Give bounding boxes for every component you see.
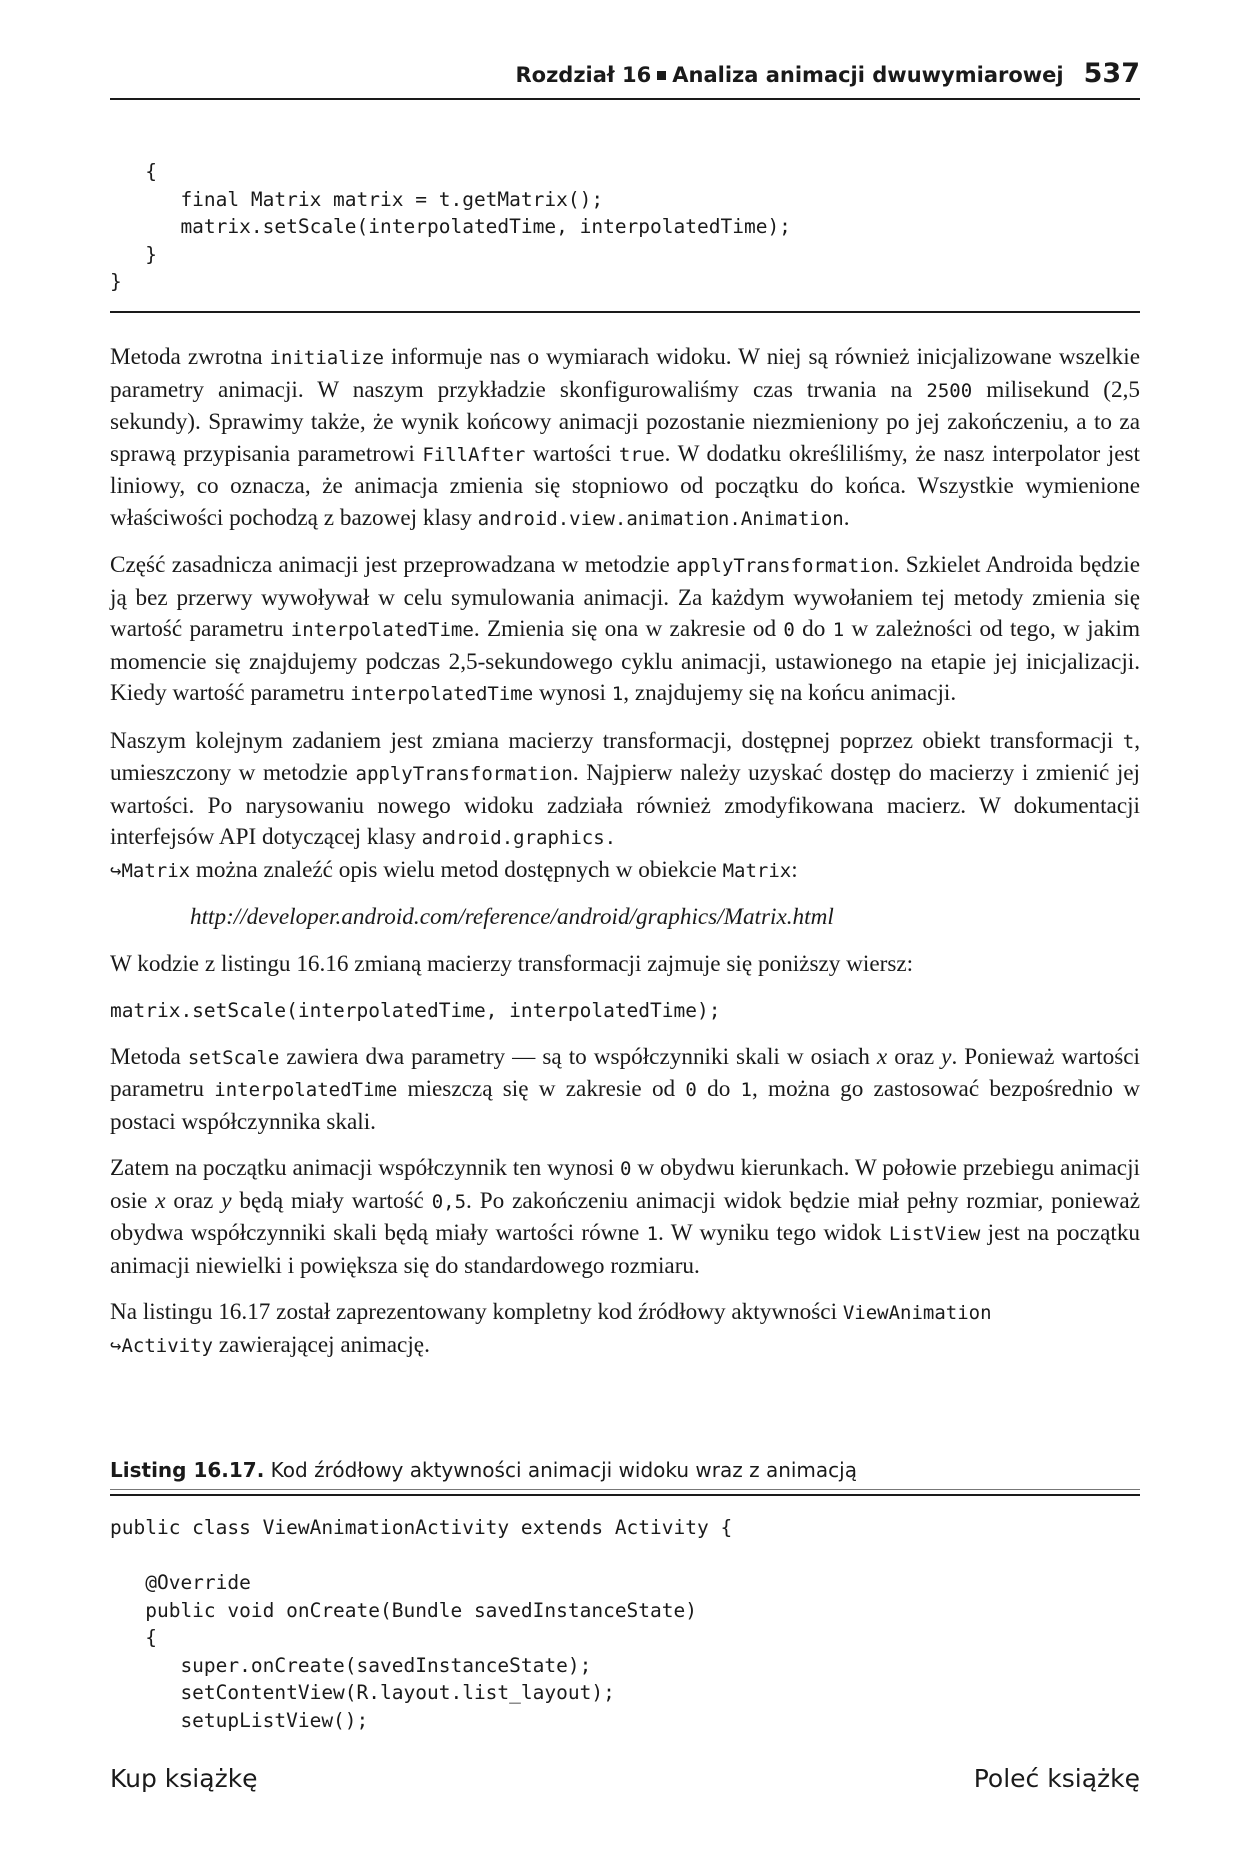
listing-caption — [110, 1458, 857, 1482]
code-block-top: { final Matrix matrix = t.getMatrix(); matrix.setScale(interpolatedTime, interpolatedTime); } } — [110, 160, 791, 293]
running-head — [110, 58, 1140, 100]
header-rule — [110, 98, 1140, 100]
paragraph-listing-intro: Na listingu 16.17 został zaprezentowany kompletny kod źródłowy aktywności ViewAnimation ↪Activity zawierającej animację. — [110, 1299, 992, 1358]
chapter-label: Rozdział 16 — [515, 63, 652, 87]
paragraph-listing-ref: W kodzie z listingu 16.16 zmianą macierzy transformacji zajmuje się poniższy wiersz: — [110, 950, 914, 977]
code-end-rule — [110, 311, 1140, 313]
paragraph-matrix: Naszym kolejnym zadaniem jest zmiana macierzy transformacji, dostępnej poprzez obiekt transformacji t, umieszczony w metodzie applyTransformation. Najpierw należy uzyskać dostęp do macierzy i zmienić jej wartości. Po narysowaniu nowego widoku zadziała również zmodyfikowana macierz. W dokumentacji interfejsów API dotyczącej klasy android.graphics. ↪Matrix można znaleźć opis wielu metod dostępnych w obiekcie Matrix: — [110, 727, 1141, 883]
recommend-book-link[interactable]: Poleć książkę — [973, 1764, 1140, 1793]
body-text — [110, 342, 1140, 1377]
code-block-listing: public class ViewAnimationActivity extends Activity { @Override public void onCreate(Bundle savedInstanceState) { super.onCreate(savedInstanceState); setContentView(R.layout.list_layout); setupListView(); — [110, 1516, 733, 1732]
paragraph-setscale: Metoda setScale zawiera dwa parametry — są to współczynniki skali w osiach x oraz y. Ponieważ wartości parametru interpolatedTime mieszczą się w zakresie od 0 do 1, można go zastosować bezpośrednio w postaci współczynnika skali. — [110, 1043, 1141, 1135]
listing-caption-text: Kod źródłowy aktywności animacji widoku wraz z animacją — [264, 1458, 857, 1482]
listing-label: Listing 16.17. — [110, 1458, 265, 1482]
listing-rule-thin — [110, 1489, 1140, 1490]
footer — [110, 1764, 1140, 1793]
book-page — [110, 0, 1140, 1850]
paragraph-apply-transformation: Część zasadnicza animacji jest przeprowadzana w metodzie applyTransformation. Szkielet Androida będzie ją bez przerwy wywoływał w celu symulowania animacji. Za każdym wywołaniem tej metody zmienia się wartość parametru interpolatedTime. Zmienia się ona w zakresie od 0 do 1 w zależności od tego, w jakim momencie się znajdujemy podczas 2,5-sekundowego cyklu animacji, ustawionego na etapie jej inicjalizacji. Kiedy wartość parametru interpolatedTime wynosi 1, znajdujemy się na końcu animacji. — [110, 552, 1140, 706]
chapter-title: Analiza animacji dwuwymiarowej — [672, 63, 1064, 87]
buy-book-link[interactable]: Kup książkę — [110, 1764, 258, 1793]
paragraph-initialize: Metoda zwrotna initialize informuje nas o wymiarach widoku. W niej są również inicjalizowane wszelkie parametry animacji. W naszym przykładzie skonfigurowaliśmy czas trwania na 2500 milisekund (2,5 sekundy). Sprawimy także, że wynik końcowy animacji pozostanie niezmieniony po jej zakończeniu, a to za sprawą przypisania parametrowi FillAfter wartości true. W dodatku określiliśmy, że nasz interpolator jest liniowy, co oznacza, że animacja zmienia się stopniowo od początku do końca. Wszystkie wymienione właściwości pochodzą z bazowej klasy android.view.animation.Animation. — [110, 344, 1141, 531]
code-line-setscale: matrix.setScale(interpolatedTime, interpolatedTime); — [110, 999, 721, 1022]
paragraph-scale-values: Zatem na początku animacji współczynnik ten wynosi 0 w obydwu kierunkach. W połowie przebiegu animacji osie x oraz y będą miały wartość 0,5. Po zakończeniu animacji widok będzie miał pełny rozmiar, ponieważ obydwa współczynniki skali będą miały wartości równe 1. W wyniku tego widok ListView jest na początku animacji niewielki i powiększa się do standardowego rozmiaru. — [110, 1155, 1141, 1279]
listing-rule — [110, 1494, 1140, 1496]
page-number: 537 — [1083, 58, 1140, 89]
square-bullet-icon — [657, 71, 666, 80]
matrix-docs-url[interactable]: http://developer.android.com/reference/android/graphics/Matrix.html — [190, 904, 834, 930]
